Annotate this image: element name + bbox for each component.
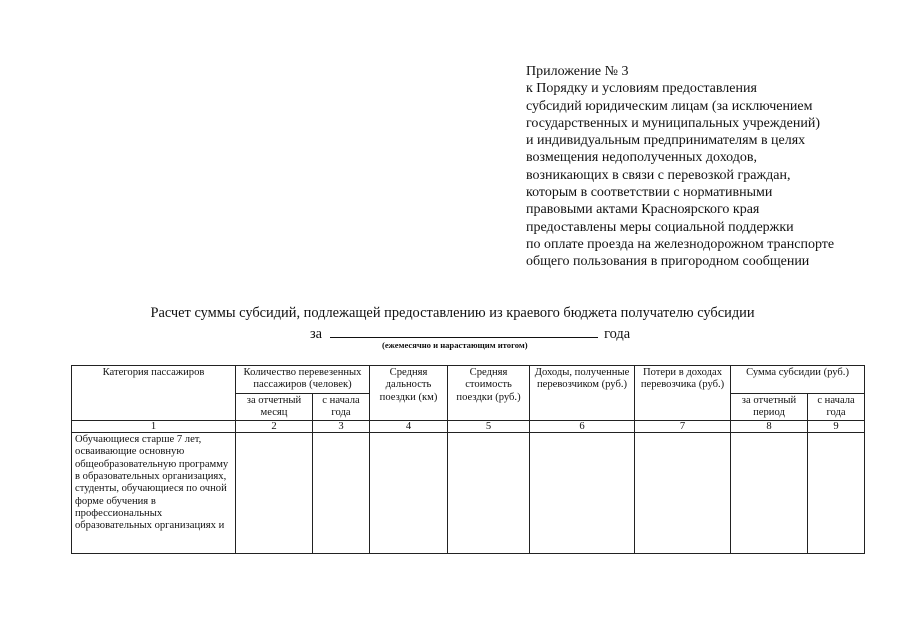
data-cell (808, 433, 865, 554)
header-income: Доходы, полученные перевозчиком (руб.) (530, 366, 635, 421)
document-title: Расчет суммы субсидий, подлежащей предоставлению из краевого бюджета получателю субсидии (150, 305, 755, 321)
category-cell: Обучающиеся старше 7 лет, осваивающие основную общеобразовательную программу в образовательных организациях, студенты, обучающиеся по очной форме обучения в профессиональных образовательных организациях и (72, 433, 236, 554)
period-blank-field (330, 323, 598, 338)
appendix-line: возникающих в связи с перевозкой граждан, (526, 167, 791, 183)
header-count: Количество перевезенных пассажиров (человек) (236, 366, 370, 394)
column-number-row (72, 421, 865, 433)
column-number: 8 (731, 421, 808, 433)
header-count-ytd: с начала года (313, 393, 370, 421)
column-number: 5 (448, 421, 530, 433)
column-number: 7 (635, 421, 731, 433)
appendix-line: государственных и муниципальных учреждений) (526, 115, 821, 131)
table-row (72, 433, 865, 554)
data-cell (448, 433, 530, 554)
data-cell (731, 433, 808, 554)
header-losses: Потери в доходах перевозчика (руб.) (635, 366, 731, 421)
data-cell (635, 433, 731, 554)
appendix-line: которым в соответствии с нормативными (526, 185, 773, 201)
appendix-line: правовыми актами Красноярского края (526, 202, 760, 218)
column-number: 2 (236, 421, 313, 433)
appendix-line: и индивидуальным предпринимателям в целях (526, 133, 806, 149)
column-number: 6 (530, 421, 635, 433)
header-count-month: за отчетный месяц (236, 393, 313, 421)
column-number: 4 (370, 421, 448, 433)
header-subsidy-period: за отчетный период (731, 393, 808, 421)
period-suffix: года (604, 326, 631, 342)
data-cell (530, 433, 635, 554)
appendix-block (526, 63, 834, 271)
data-cell (370, 433, 448, 554)
subsidy-table (71, 365, 865, 554)
header-subsidy: Сумма субсидии (руб.) (731, 366, 865, 394)
appendix-line: возмещения недополученных доходов, (526, 150, 757, 166)
appendix-line: субсидий юридическим лицам (за исключением (526, 98, 813, 114)
data-cell (313, 433, 370, 554)
header-avg-distance: Средняя дальность поездки (км) (370, 366, 448, 421)
column-number: 1 (72, 421, 236, 433)
data-cell (236, 433, 313, 554)
column-number: 9 (808, 421, 865, 433)
period-prefix: за (310, 326, 323, 342)
header-category: Категория пассажиров (72, 366, 236, 421)
appendix-line: предоставлены меры социальной поддержки (526, 219, 794, 235)
appendix-line: по оплате проезда на железнодорожном транспорте (526, 236, 835, 252)
appendix-line: к Порядку и условиям предоставления (526, 81, 757, 97)
column-number: 3 (313, 421, 370, 433)
header-row (72, 366, 865, 394)
header-subsidy-ytd: с начала года (808, 393, 865, 421)
period-note: (ежемесячно и нарастающим итогом) (382, 340, 528, 350)
appendix-line: общего пользования в пригородном сообщении (526, 254, 810, 270)
header-avg-cost: Средняя стоимость поездки (руб.) (448, 366, 530, 421)
appendix-line: Приложение № 3 (526, 64, 629, 79)
